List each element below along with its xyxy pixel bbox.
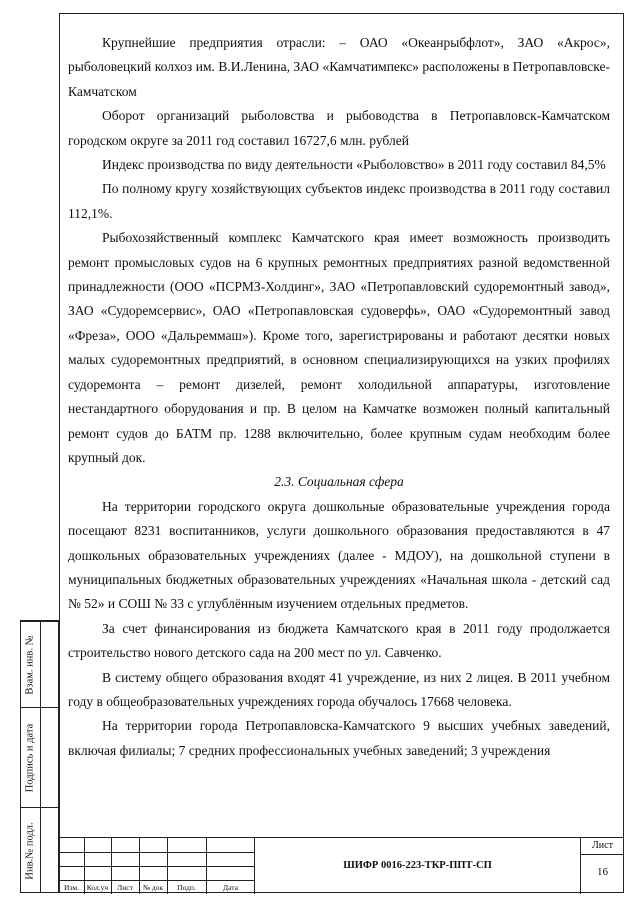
paragraph: Крупнейшие предприятия отрасли: – ОАО «Океанрыбфлот», ЗАО «Акрос», рыболовецкий колхоз им. В.И.Ленина, ЗАО «Камчатимпекс» расположены в Петропавловске-Камчатском [68,35,610,99]
paragraph: Оборот организаций рыболовства и рыбоводства в Петропавловск-Камчатском городском округе за 2011 год составил 16727,6 млн. рублей [68,108,610,148]
paragraph: По полному кругу хозяйствующих субъектов индекс производства в 2011 году составил 112,1%. [68,181,610,221]
column-label: № док [142,883,164,892]
page-number: 16 [597,866,608,878]
sheet-box [580,838,624,894]
document-code: ШИФР 0016-223-ТКР-ППТ-СП [343,860,492,871]
title-block [59,837,624,893]
paragraph: На территории города Петропавловска-Камчатского 9 высших учебных заведений, включая филиалы; 7 средних профессиональных учебных заведений; 3 учреждения [68,718,610,758]
column-label: Лист [117,883,133,892]
column-label: Подп. [177,883,196,892]
document-body [68,31,610,763]
side-label: Подпись и дата [24,723,36,793]
side-label: Взам. инв. № [24,635,36,695]
side-cell-original-inv [21,807,58,894]
side-cell-signature-date [21,707,58,808]
column-label: Изм. [64,883,79,892]
section-heading: 2.3. Социальная сфера [274,474,404,490]
side-stamp [20,620,59,893]
side-cell-replaced-inv [21,621,58,708]
column-label: Дата [223,883,238,892]
paragraph: Индекс производства по виду деятельности «Рыболовство» в 2011 году составил 84,5% [102,157,606,173]
column-label: Кол.уч [86,883,109,892]
sheet-label: Лист [581,840,624,855]
paragraph: Рыбохозяйственный комплекс Камчатского края имеет возможность производить ремонт промысловых судов на 6 крупных ремонтных предприятиях разной ведомственной принадлежности (ООО «ПСРМЗ-Холдинг», ЗАО «Петропавловский судоремонтный завод», ЗАО «Судоремсервис», ОАО «Петропавловская судоверфь», ОАО «Судоремонтный завод «Фреза», ООО «Дальреммаш»). Кроме того, зарегистрированы и работают десятки новых малых судоремонтных предприятий, в основном специализирующихся на узких профилях судоремонта – ремонт дизелей, ремонт холодильной аппаратуры, изготовление нестандартного оборудования и пр. В целом на Камчатке возможен полный капитальный ремонт судов до БАТМ пр. 1288 включительно, более крупным судам необходим более крупный док. [68,230,610,465]
side-label: Инв.№ подл. [24,822,36,880]
revision-grid [59,838,255,894]
paragraph: За счет финансирования из бюджета Камчатского края в 2011 году продолжается строительство нового детского сада на 200 мест по ул. Савченко. [68,620,610,661]
paragraph: В систему общего образования входят 41 учреждение, из них 2 лицея. В 2011 учебном году в общеобразовательных учреждениях города обучалось 17668 человека. [68,669,610,709]
paragraph: На территории городского округа дошкольные образовательные учреждения города посещают 8231 воспитанников, услуги дошкольного образования предоставляются в 47 дошкольных образовательных учреждениях (далее - МДОУ), на дошкольной ступени в муниципальных бюджетных образовательных учреждениях «Начальная школа - детский сад № 52» и СОШ № 33 с углублённым изучением отдельных предметов. [68,498,610,612]
